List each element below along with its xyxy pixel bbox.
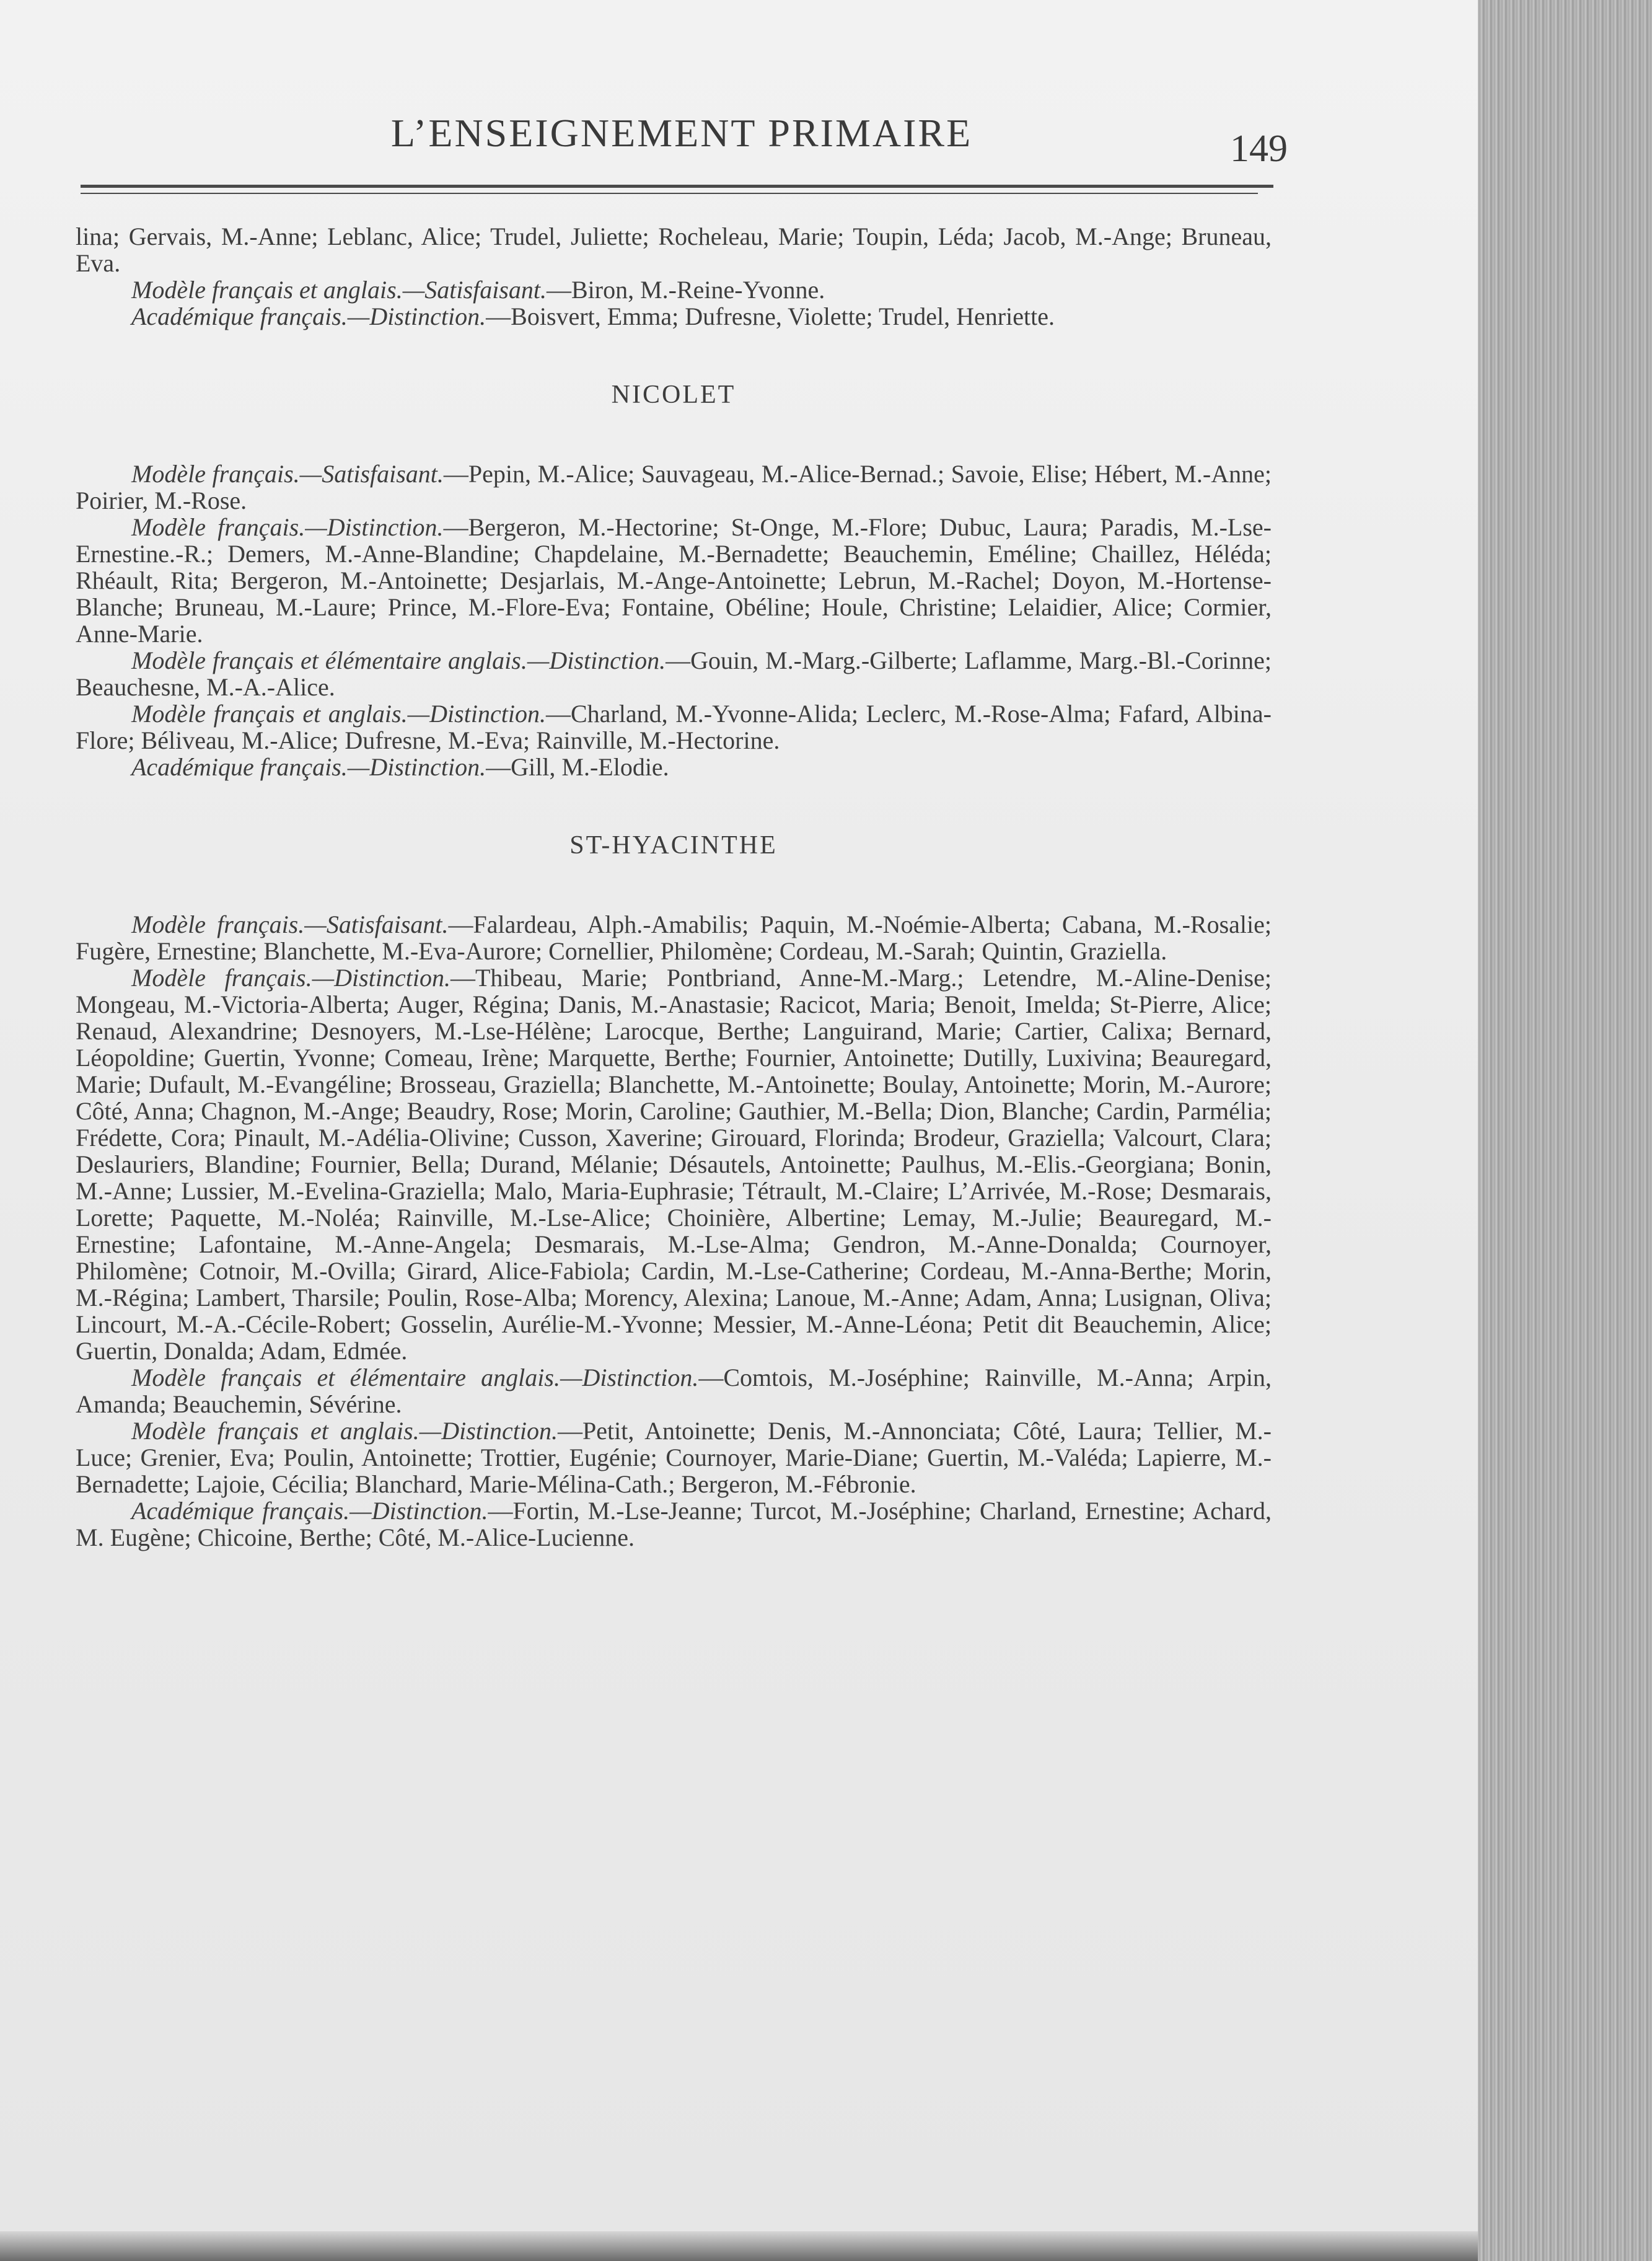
header-rule-thin xyxy=(81,193,1258,194)
list-entry xyxy=(76,276,1272,303)
book-page-edge xyxy=(1478,0,1652,2261)
entry-names: —Pepin, M.-Alice; Sauvageau, M.-Alice-Bernad.; Savoie, Elise; Hébert, M.-Anne; Poirier, M.-Rose. xyxy=(76,460,1272,514)
continuation-paragraph: lina; Gervais, M.-Anne; Leblanc, Alice; Trudel, Juliette; Rocheleau, Marie; Toupin, Léda; Jacob, M.-Ange; Bruneau, Eva. xyxy=(76,223,1272,277)
section-heading-st-hyacinthe: ST-HYACINTHE xyxy=(569,831,778,860)
list-entry xyxy=(76,1497,1272,1551)
section-heading-nicolet: NICOLET xyxy=(611,381,736,409)
list-entry xyxy=(76,700,1272,754)
list-entry xyxy=(76,303,1272,330)
entry-names: —Boisvert, Emma; Dufresne, Violette; Trudel, Henriette. xyxy=(486,302,1055,330)
list-entry xyxy=(76,1417,1272,1497)
list-entry xyxy=(76,964,1272,1364)
entry-names: —Bergeron, M.-Hectorine; St-Onge, M.-Flore; Dubuc, Laura; Paradis, M.-Lse-Ernestine.-R.; Demers, M.-Anne-Blandine; Chapdelaine, M.-Bernadette; Beauchemin, Eméline; Chaillez, Héléda; Rhéault, Rita; Bergeron, M.-Antoinette; Desjarlais, M.-Ange-Antoinette; Lebrun, M.-Rachel; Doyon, M.-Hortense-Blanche; Bruneau, M.-Laure; Prince, M.-Flore-Eva; Fontaine, Obéline; Houle, Christine; Lelaidier, Alice; Cormier, Anne-Marie. xyxy=(76,513,1272,648)
entry-names: —Gill, M.-Elodie. xyxy=(486,753,669,781)
running-title: L’ENSEIGNEMENT PRIMAIRE xyxy=(390,111,973,155)
entry-names: —Gouin, M.-Marg.-Gilberte; Laflamme, Marg.-Bl.-Corinne; Beauchesne, M.-A.-Alice. xyxy=(76,646,1272,701)
entry-names: —Thibeau, Marie; Pontbriand, Anne-M.-Marg.; Letendre, M.-Aline-Denise; Mongeau, M.-Victoria-Alberta; Auger, Régina; Danis, M.-Anastasie; Racicot, Maria; Benoit, Imelda; St-Pierre, Alice; Renaud, Alexandrine; Desnoyers, M.-Lse-Hélène; Larocque, Berthe; Languirand, Marie; Cartier, Calixa; Bernard, Léopoldine; Guertin, Yvonne; Comeau, Irène; Marquette, Berthe; Fournier, Antoinette; Dutilly, Luxivina; Beauregard, Marie; Dufault, M.-Evangéline; Brosseau, Graziella; Blanchette, M.-Antoinette; Boulay, Antoinette; Morin, M.-Aurore; Côté, Anna; Chagnon, M.-Ange; Beaudry, Rose; Morin, Caroline; Gauthier, M.-Bella; Dion, Blanche; Cardin, Parmélia; Frédette, Cora; Pinault, M.-Adélia-Olivine; Cusson, Xaverine; Girouard, Florinda; Brodeur, Graziella; Valcourt, Clara; Deslauriers, Blandine; Fournier, Bella; Durand, Mélanie; Désautels, Antoinette; Paulhus, M.-Elis.-Georgiana; Bonin, M.-Anne; Lussier, M.-Evelina-Graziella; Malo, Maria-Euphrasie; Tétrault, M.-Claire; L’Arrivée, M.-Rose; Desmarais, Lorette; Paquette, M.-Noléa; Rainville, M.-Lse-Alice; Choinière, Albertine; Lemay, M.-Julie; Beauregard, M.-Ernestine; Lafontaine, M.-Anne-Angela; Desmarais, M.-Lse-Alma; Gendron, M.-Anne-Donalda; Cournoyer, Philomène; Cotnoir, M.-Ovilla; Girard, Alice-Fabiola; Cardin, M.-Lse-Catherine; Cordeau, M.-Anna-Berthe; Morin, M.-Régina; Lambert, Tharsile; Poulin, Rose-Alba; Morency, Alexina; Lanoue, M.-Anne; Adam, Anna; Lusignan, Oliva; Lincourt, M.-A.-Cécile-Robert; Gosselin, Aurélie-M.-Yvonne; Messier, M.-Anne-Léona; Petit dit Beauchemin, Alice; Guertin, Donalda; Adam, Edmée. xyxy=(76,964,1272,1365)
entry-label: Modèle français.—Distinction. xyxy=(131,964,450,992)
entry-label: Modèle français et anglais.—Distinction. xyxy=(131,1417,558,1445)
entry-label: Modèle français.—Satisfaisant. xyxy=(131,910,449,938)
list-entry xyxy=(76,514,1272,647)
list-entry xyxy=(76,461,1272,514)
entry-label: Modèle français et anglais.—Satisfaisant. xyxy=(131,276,547,304)
entry-names: —Petit, Antoinette; Denis, M.-Annonciata; Côté, Laura; Tellier, M.-Luce; Grenier, Eva; Poulin, Antoinette; Trottier, Eugénie; Cournoyer, Marie-Diane; Guertin, M.-Valéda; Lapierre, M.-Bernadette; Lajoie, Cécilia; Blanchard, Marie-Mélina-Cath.; Bergeron, M.-Fébronie. xyxy=(76,1417,1272,1498)
entry-names: —Fortin, M.-Lse-Jeanne; Turcot, M.-Joséphine; Charland, Ernestine; Achard, M. Eugène; Chicoine, Berthe; Côté, M.-Alice-Lucienne. xyxy=(76,1497,1272,1551)
entry-label: Académique français.—Distinction. xyxy=(131,753,486,781)
header-rule-thick xyxy=(81,185,1273,188)
list-entry xyxy=(76,1364,1272,1417)
list-entry xyxy=(76,754,1272,780)
entry-label: Modèle français et élémentaire anglais.—Distinction. xyxy=(131,646,666,674)
entry-label: Modèle français et élémentaire anglais.—Distinction. xyxy=(131,1364,699,1391)
list-entry xyxy=(76,647,1272,700)
entry-label: Académique français.—Distinction. xyxy=(131,302,486,330)
entry-label: Modèle français et anglais.—Distinction. xyxy=(131,700,546,728)
scan-bottom-shadow xyxy=(0,2231,1478,2261)
entry-names: —Falardeau, Alph.-Amabilis; Paquin, M.-Noémie-Alberta; Cabana, M.-Rosalie; Fugère, Ernestine; Blanchette, M.-Eva-Aurore; Cornellier, Philomène; Cordeau, M.-Sarah; Quintin, Graziella. xyxy=(76,910,1272,965)
entry-names: —Charland, M.-Yvonne-Alida; Leclerc, M.-Rose-Alma; Fafard, Albina-Flore; Béliveau, M.-Alice; Dufresne, M.-Eva; Rainville, M.-Hectorine. xyxy=(76,700,1272,754)
entry-label: Modèle français.—Satisfaisant. xyxy=(131,460,444,488)
list-entry xyxy=(76,911,1272,964)
entry-names: —Comtois, M.-Joséphine; Rainville, M.-Anna; Arpin, Amanda; Beauchemin, Sévérine. xyxy=(76,1364,1272,1418)
entry-names: —Biron, M.-Reine-Yvonne. xyxy=(546,276,825,304)
entry-label: Modèle français.—Distinction. xyxy=(131,513,444,541)
entry-label: Académique français.—Distinction. xyxy=(131,1497,488,1525)
page-number: 149 xyxy=(1230,128,1288,170)
body-text xyxy=(76,223,1272,1551)
